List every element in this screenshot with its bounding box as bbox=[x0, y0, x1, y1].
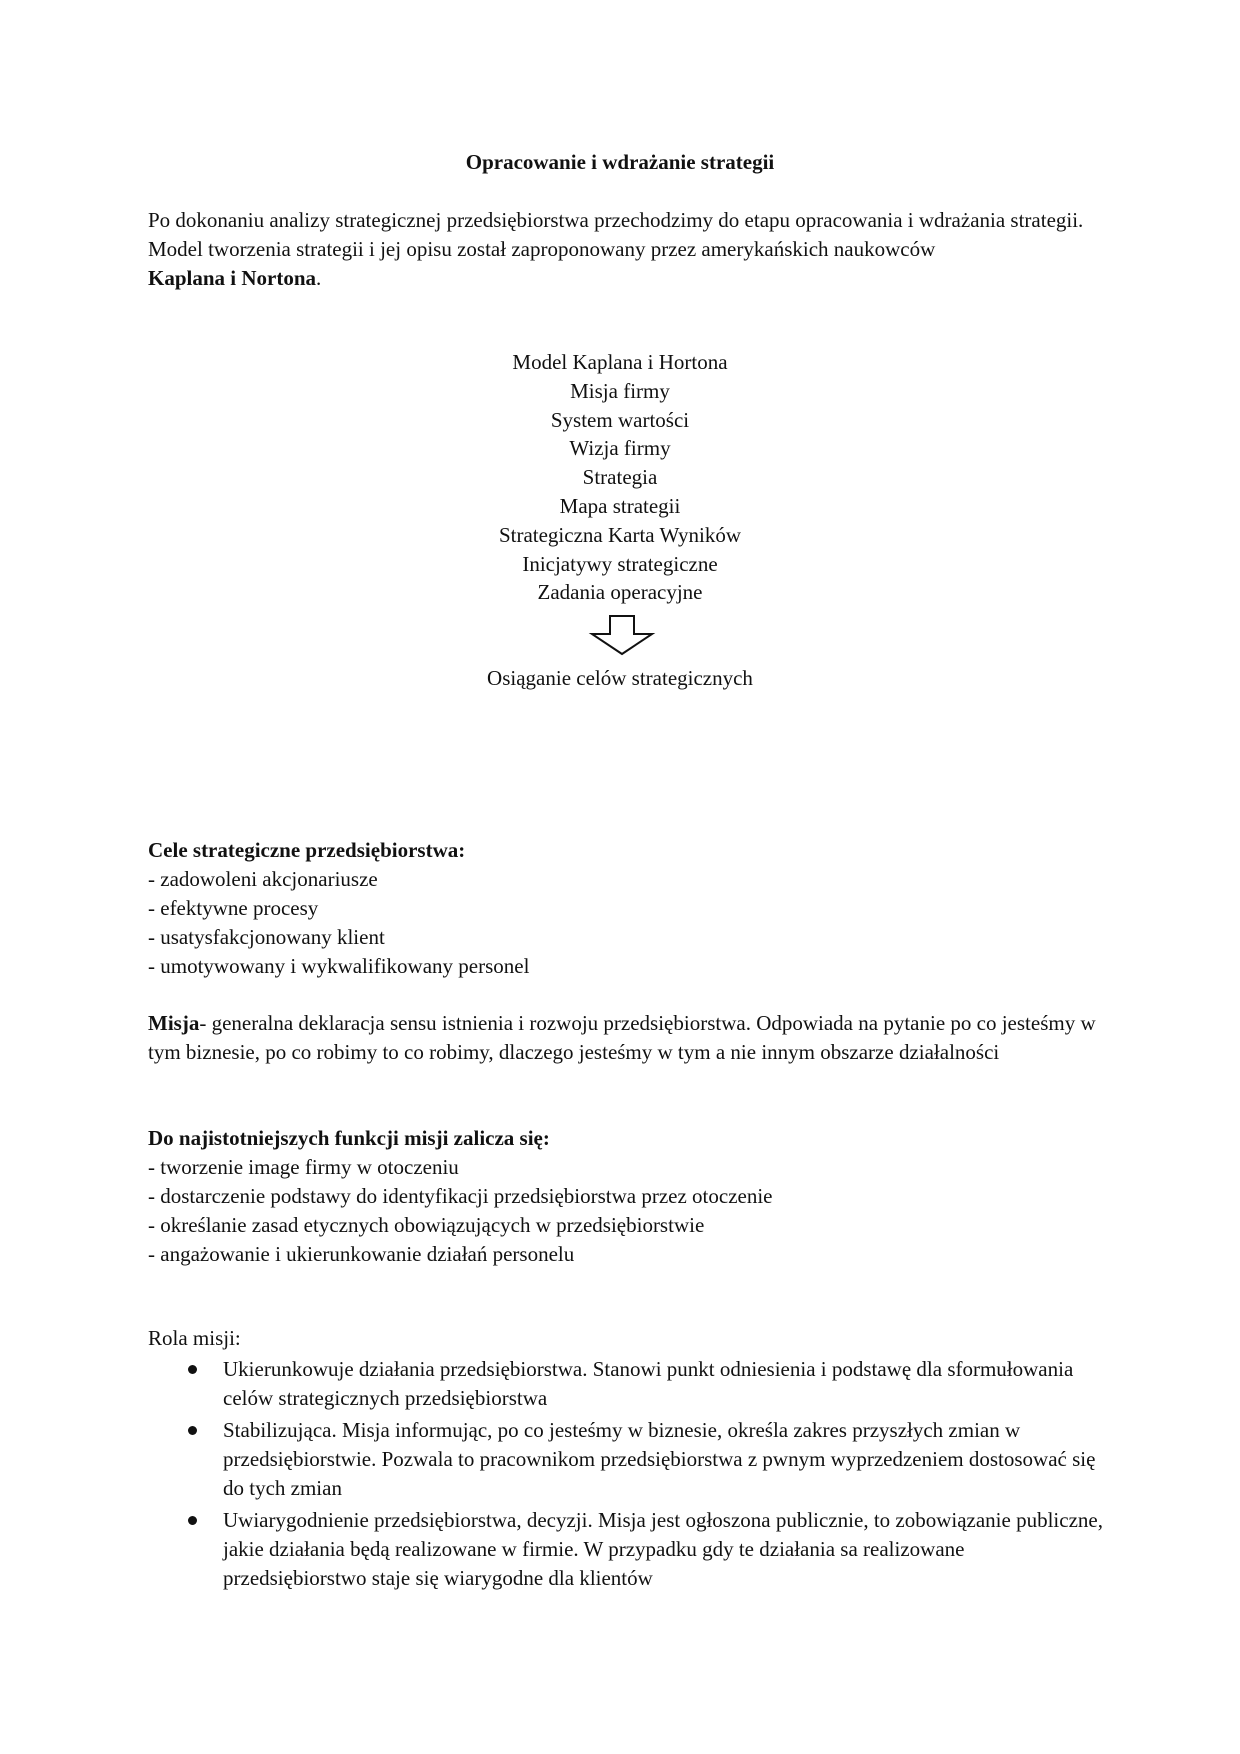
role-bullet-text: Uwiarygodnienie przedsiębiorstwa, decyzji. Misja jest ogłoszona publicznie, to zobowiązanie publiczne, jakie działania będą realizowane w firmie. W przypadku gdy te działania sa realizowane przedsiębiorstwo staje się wiarygodne dla klientów bbox=[223, 1508, 1103, 1590]
list-item: - określanie zasad etycznych obowiązujących w przedsiębiorstwie bbox=[148, 1213, 705, 1237]
model-item: Zadania operacyjne bbox=[537, 580, 703, 605]
intro-authors-suffix: . bbox=[316, 266, 322, 290]
role-heading: Rola misji: bbox=[148, 1326, 241, 1350]
list-item: - efektywne procesy bbox=[148, 896, 319, 920]
intro-line-1: Po dokonaniu analizy strategicznej przedsiębiorstwa przechodzimy do etapu opracowania i wdrażania strategii. bbox=[148, 208, 1084, 232]
role-bullet-text: Ukierunkowuje działania przedsiębiorstwa. Stanowi punkt odniesienia i podstawę dla sformułowania celów strategicznych przedsiębiorstwa bbox=[223, 1357, 1074, 1410]
bullet-dot-icon bbox=[188, 1516, 197, 1525]
role-bullet bbox=[148, 1416, 1108, 1503]
model-item: Strategia bbox=[582, 465, 658, 490]
bullet-dot-icon bbox=[188, 1365, 197, 1374]
list-item: - angażowanie i ukierunkowanie działań personelu bbox=[148, 1242, 575, 1266]
model-item: Misja firmy bbox=[570, 378, 670, 403]
intro-line-2 bbox=[148, 235, 1108, 293]
intro-paragraph bbox=[148, 206, 1108, 293]
intro-authors: Kaplana i Nortona bbox=[148, 266, 317, 290]
model-item: Wizja firmy bbox=[569, 436, 671, 461]
list-item: - zadowoleni akcjonariusze bbox=[148, 867, 378, 891]
goals-section bbox=[148, 836, 1108, 981]
mission-term: Misja bbox=[148, 1011, 200, 1035]
intro-line-2-text: Model tworzenia strategii i jej opisu został zaproponowany przez amerykańskich naukowców bbox=[148, 237, 936, 261]
bullet-dot-icon bbox=[188, 1426, 197, 1435]
model-item: Strategiczna Karta Wyników bbox=[498, 522, 742, 547]
functions-heading: Do najistotniejszych funkcji misji zalicza się: bbox=[148, 1126, 550, 1150]
down-arrow-icon bbox=[588, 614, 656, 656]
list-item: - usatysfakcjonowany klient bbox=[148, 925, 385, 949]
model-item: Model Kaplana i Hortona bbox=[512, 350, 728, 374]
goals-list bbox=[148, 865, 1108, 981]
model-item: Inicjatywy strategiczne bbox=[522, 551, 718, 576]
model-item: Mapa strategii bbox=[559, 493, 681, 518]
list-item: - tworzenie image firmy w otoczeniu bbox=[148, 1155, 459, 1179]
role-section bbox=[148, 1324, 1108, 1596]
goals-heading: Cele strategiczne przedsiębiorstwa: bbox=[148, 838, 466, 862]
mission-text bbox=[148, 1009, 1108, 1067]
list-item: - umotywowany i wykwalifikowany personel bbox=[148, 954, 530, 978]
model-outcome: Osiąganie celów strategicznych bbox=[487, 666, 753, 690]
functions-list bbox=[148, 1153, 1108, 1269]
document-title: Opracowanie i wdrażanie strategii bbox=[465, 150, 775, 174]
functions-section bbox=[148, 1124, 1108, 1269]
list-item: - dostarczenie podstawy do identyfikacji przedsiębiorstwa przez otoczenie bbox=[148, 1184, 773, 1208]
role-bullet bbox=[148, 1506, 1108, 1593]
mission-definition: - generalna deklaracja sensu istnienia i rozwoju przedsiębiorstwa. Odpowiada na pytanie po co jesteśmy w tym biznesie, po co robimy to co robimy, dlaczego jesteśmy w tym a nie innym obszarze działalności bbox=[148, 1011, 1096, 1064]
role-bullet bbox=[148, 1355, 1108, 1413]
role-bullet-text: Stabilizująca. Misja informując, po co jesteśmy w biznesie, określa zakres przyszłych zmian w przedsiębiorstwie. Pozwala to pracownikom przedsiębiorstwa z pwnym wyprzedzeniem dostosować się do tych zmian bbox=[223, 1418, 1096, 1500]
mission-paragraph bbox=[148, 1009, 1108, 1067]
model-item: System wartości bbox=[550, 407, 690, 432]
model-list bbox=[0, 348, 1240, 607]
